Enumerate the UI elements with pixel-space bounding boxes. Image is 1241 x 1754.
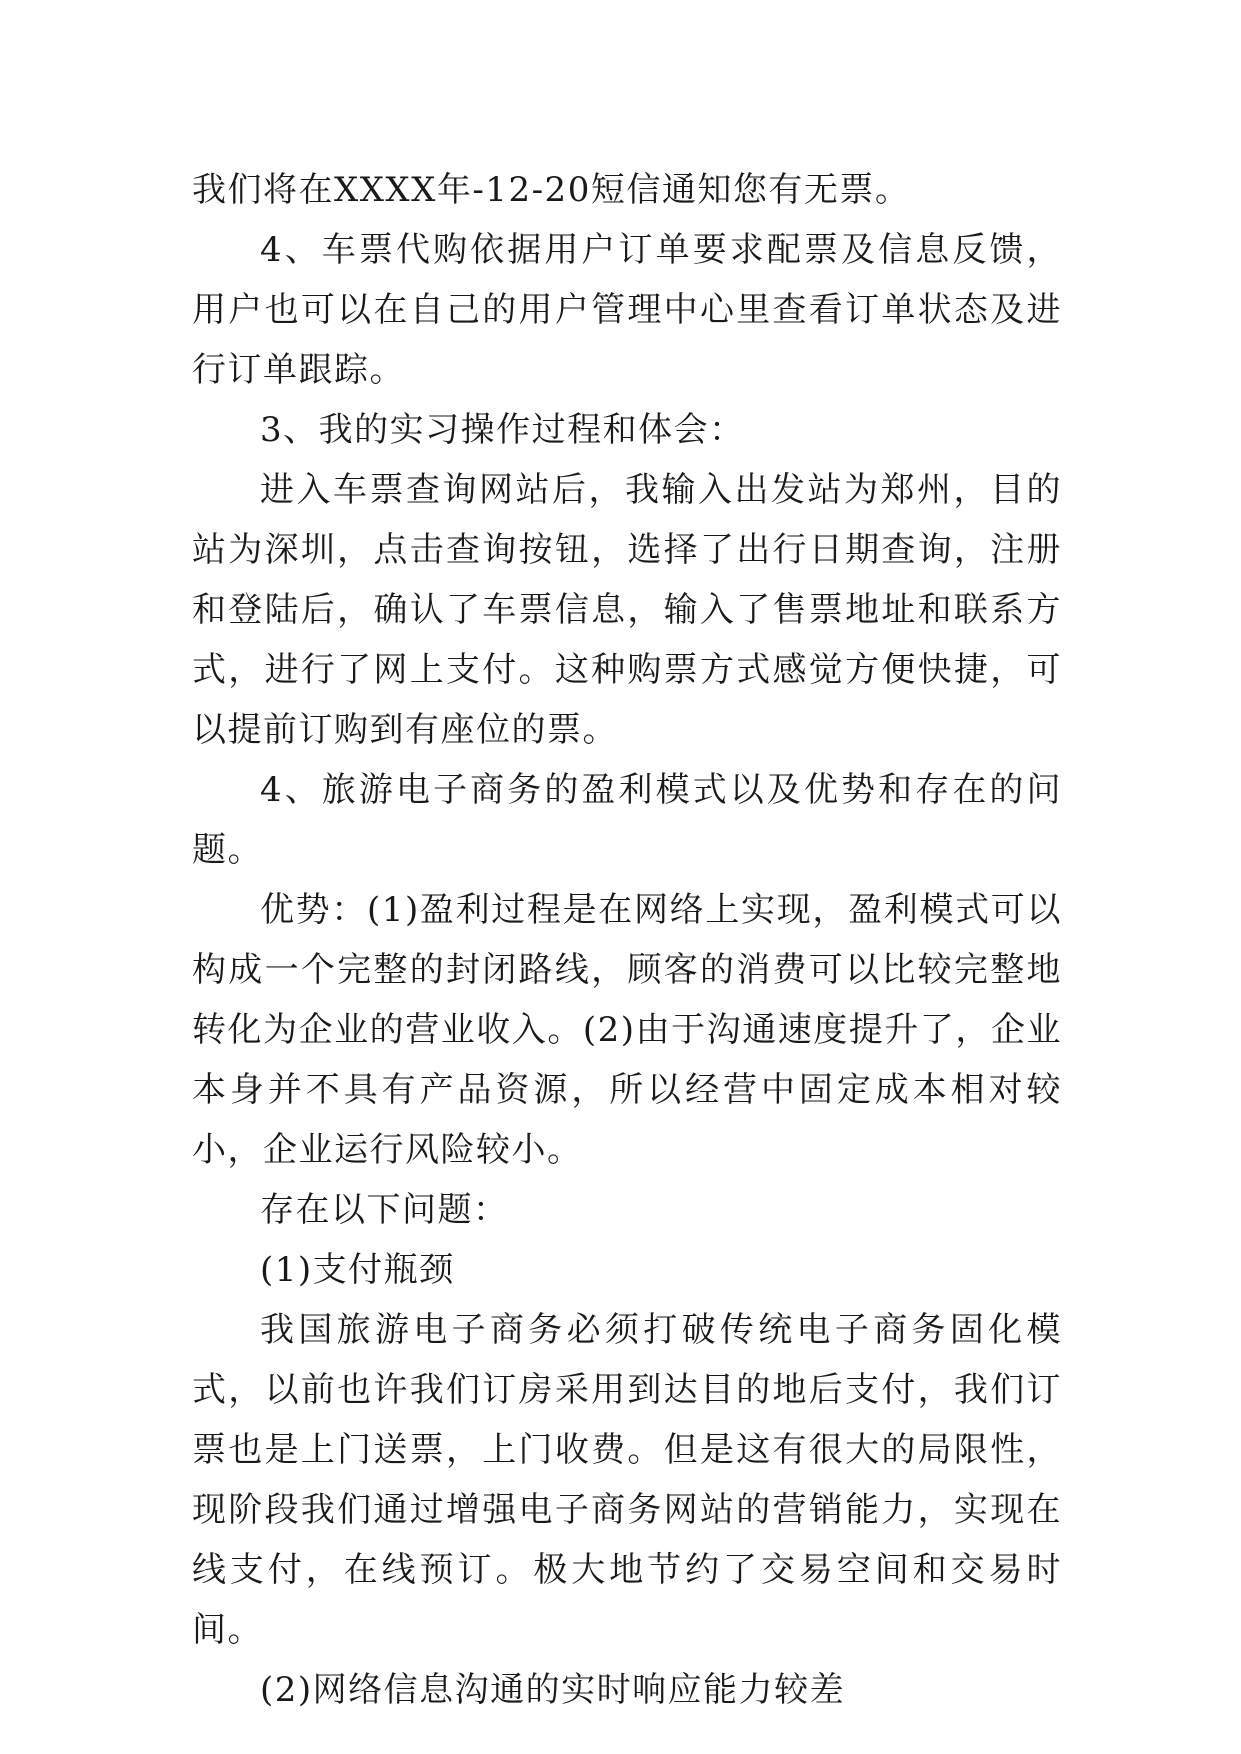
- paragraph-problems-intro: 存在以下问题：: [260, 1190, 509, 1230]
- paragraph-continuation: 我们将在XXXX年-12-20短信通知您有无票。: [192, 170, 911, 210]
- paragraph-advantages: 优势：(1)盈利过程是在网络上实现，盈利模式可以构成一个完整的封闭路线，顾客的消费可以比较完整地转化为企业的营业收入。(2)由于沟通速度提升了，企业本身并不具有产品资源，所以经营中固定成本相对较小，企业运行风险较小。: [192, 890, 1062, 1170]
- paragraph-payment: 我国旅游电子商务必须打破传统电子商务固化模式，以前也许我们订房采用到达目的地后支付，我们订票也是上门送票，上门收费。但是这有很大的局限性，现阶段我们通过增强电子商务网站的营销能力，实现在线支付，在线预订。极大地节约了交易空间和交易时间。: [192, 1310, 1062, 1650]
- section-heading-profit-model: 4、旅游电子商务的盈利模式以及优势和存在的问题。: [192, 770, 1062, 870]
- paragraph-ticket-service: 4、车票代购依据用户订单要求配票及信息反馈，用户也可以在自己的用户管理中心里查看订单状态及进行订单跟踪。: [192, 230, 1062, 390]
- section-heading-internship: 3、我的实习操作过程和体会：: [260, 410, 745, 450]
- document-body: [192, 160, 1062, 1720]
- paragraph-internship-process: 进入车票查询网站后，我输入出发站为郑州，目的站为深圳，点击查询按钮，选择了出行日期查询，注册和登陆后，确认了车票信息，输入了售票地址和联系方式，进行了网上支付。这种购票方式感觉方便快捷，可以提前订购到有座位的票。: [192, 470, 1062, 750]
- subheading-network-response: (2)网络信息沟通的实时响应能力较差: [260, 1670, 846, 1710]
- subheading-payment-bottleneck: (1)支付瓶颈: [260, 1250, 455, 1290]
